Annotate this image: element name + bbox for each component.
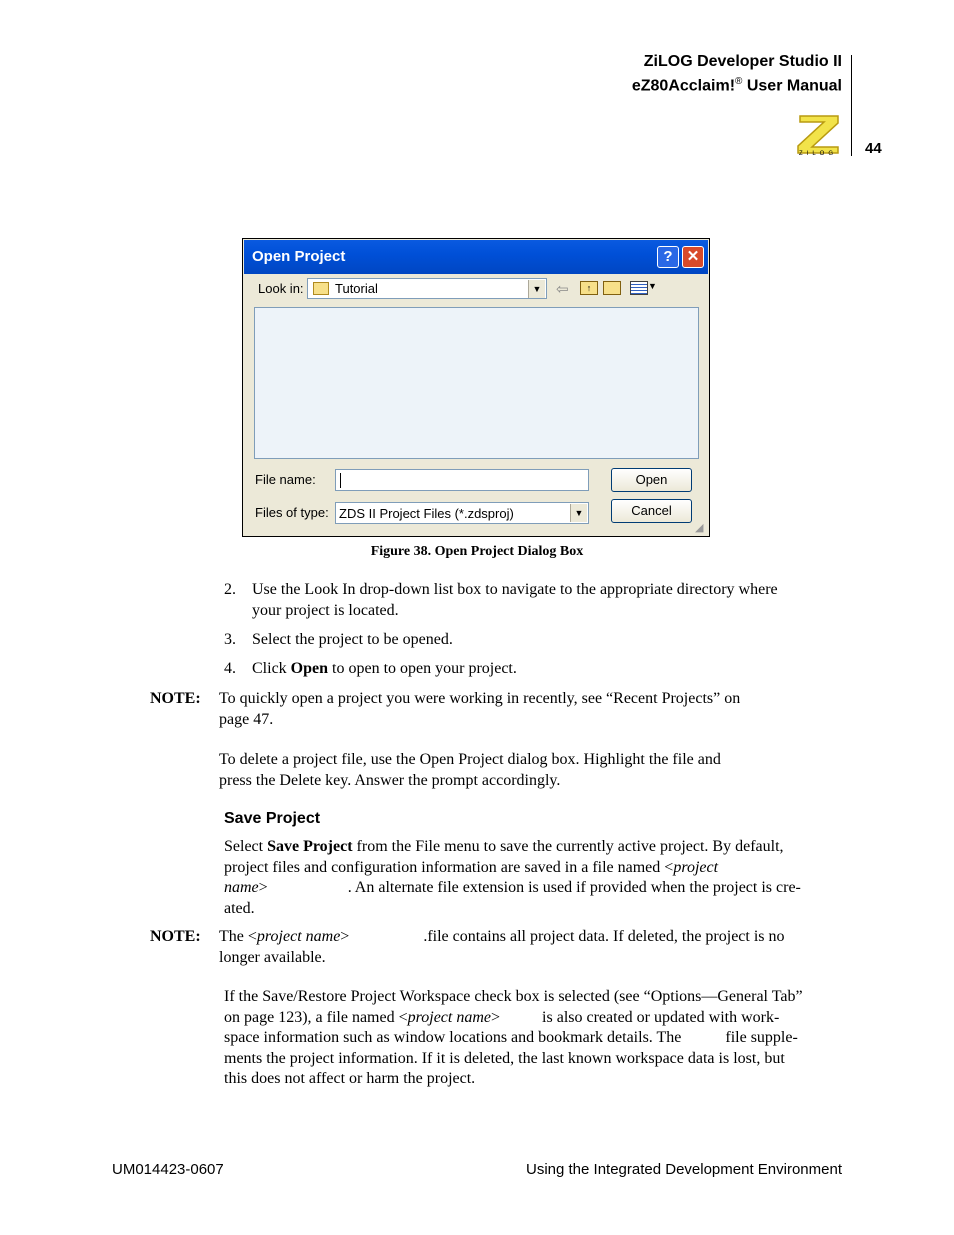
file-name-input[interactable]	[335, 469, 589, 491]
step-text: Select the project to be opened.	[252, 631, 453, 648]
step-number: 3.	[224, 631, 236, 648]
dialog-title: Open Project	[252, 248, 346, 265]
step-number: 4.	[224, 660, 236, 677]
files-of-type-label: Files of type:	[255, 505, 329, 520]
close-button[interactable]: ✕	[682, 246, 704, 268]
file-name-label: File name:	[255, 472, 316, 487]
section-heading: Save Project	[224, 810, 321, 827]
save-paragraph: Select Save Project from the File menu to save the currently active project. By default, project files and configuration information are saved in a file named <project name> . An alternate file extension is used if provided when the project is cre- ated.	[224, 838, 801, 917]
folder-icon	[313, 282, 329, 295]
cancel-button[interactable]: Cancel	[611, 499, 692, 523]
running-header	[632, 52, 842, 96]
note-text: The <project name> .file contains all project data. If deleted, the project is no longer available.	[219, 928, 785, 966]
view-dropdown-arrow-icon[interactable]: ▼	[648, 281, 657, 291]
files-of-type-value: ZDS II Project Files (*.zdsproj)	[339, 506, 514, 521]
look-in-value: Tutorial	[335, 281, 378, 296]
files-of-type-dropdown[interactable]	[335, 502, 589, 524]
workspace-paragraph: If the Save/Restore Project Workspace check box is selected (see “Options—General Tab” on page 123), a file named <project name> is also created or updated with work- space information such as window locations and bookmark details. The file supple- ments the project information. If it is deleted, the last known workspace data is lost, but this does not affect or harm the project.	[224, 988, 803, 1087]
note-label: NOTE:	[150, 928, 201, 945]
step-number: 2.	[224, 581, 236, 598]
new-folder-icon[interactable]	[603, 281, 621, 295]
footer-doc-id: UM014423-0607	[112, 1161, 224, 1178]
file-list[interactable]	[254, 307, 699, 459]
back-arrow-icon[interactable]: ⇦	[556, 281, 569, 298]
note-text: To quickly open a project you were working in recently, see “Recent Projects” on page 47.	[219, 690, 741, 728]
figure-caption: Figure 38. Open Project Dialog Box	[370, 544, 584, 559]
step-text: Click Open to open to open your project.	[252, 660, 517, 677]
look-in-label: Look in:	[258, 281, 304, 296]
resize-grip-icon[interactable]: ◢	[695, 522, 704, 534]
open-project-dialog	[242, 238, 710, 537]
look-in-dropdown[interactable]	[307, 278, 547, 299]
up-folder-icon[interactable]: ↑	[580, 281, 598, 295]
delete-paragraph: To delete a project file, use the Open Project dialog box. Highlight the file and press the Delete key. Answer the prompt accordingly.	[219, 751, 721, 789]
header-rule	[851, 55, 852, 156]
text-cursor	[340, 473, 341, 488]
footer-section: Using the Integrated Development Environment	[525, 1161, 842, 1178]
step-text: Use the Look In drop-down list box to navigate to the appropriate directory where your project is located.	[252, 581, 778, 619]
header-line-2: eZ80Acclaim!® User Manual	[631, 76, 842, 95]
view-menu-icon[interactable]	[630, 281, 648, 295]
zilog-logo: ZILOG	[796, 113, 842, 161]
note-label: NOTE:	[150, 690, 201, 707]
chevron-down-icon[interactable]: ▼	[528, 280, 545, 298]
page-number: 44	[865, 140, 882, 157]
open-button[interactable]: Open	[611, 468, 692, 492]
chevron-down-icon[interactable]: ▼	[570, 504, 587, 522]
dialog-titlebar	[244, 240, 708, 274]
header-line-1: ZiLOG Developer Studio II	[643, 53, 842, 70]
help-button[interactable]: ?	[657, 246, 679, 268]
